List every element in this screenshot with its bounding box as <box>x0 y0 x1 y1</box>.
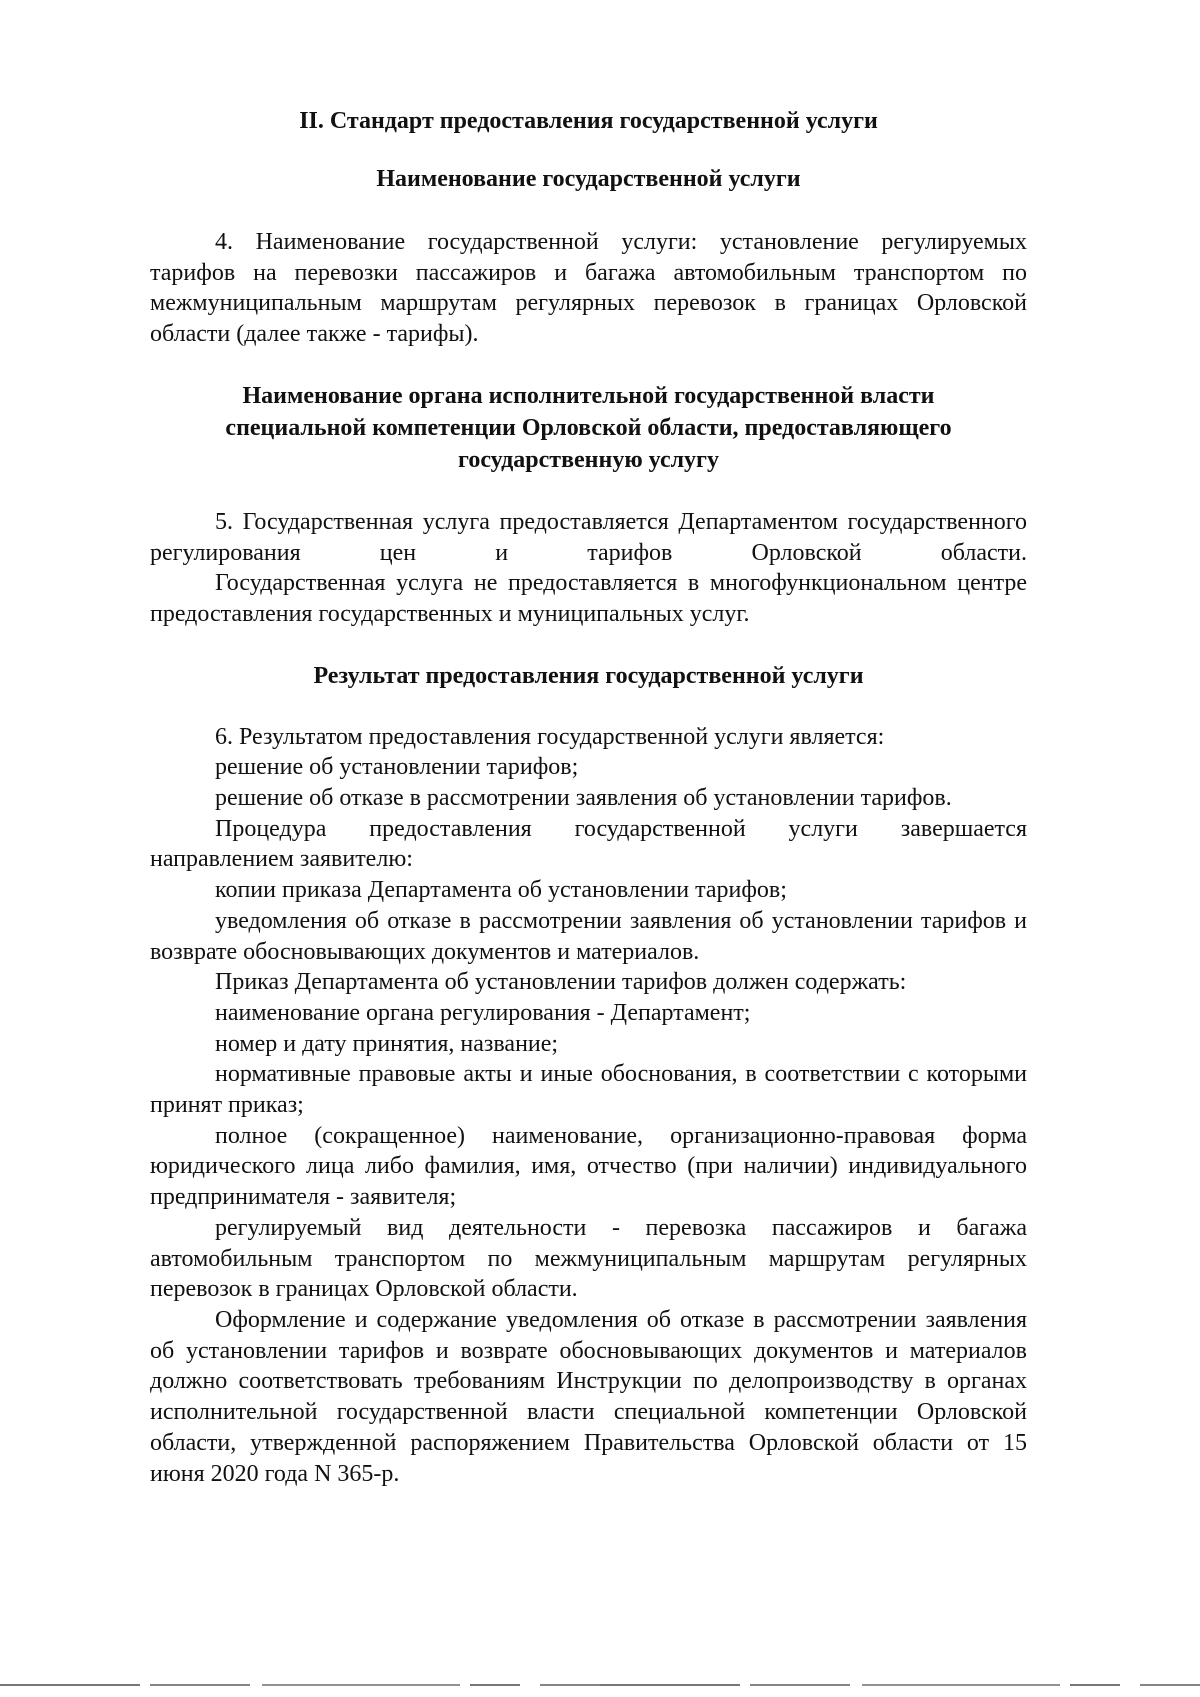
heading-result: Результат предоставления государственной услуги <box>313 662 864 689</box>
paragraph-6j: полное (сокращенное) наименование, организационно-правовая форма юридического лица либо фамилия, имя, отчество (при наличии) индивидуального предпринимателя - заявителя; <box>150 1122 1027 1211</box>
paragraph-6i: нормативные правовые акты и иные обоснования, в соответствии с которыми принят приказ; <box>150 1061 1027 1119</box>
paragraph-6c: Процедура предоставления государственной услуги завершается направлением заявителю: <box>150 815 1027 873</box>
paragraph-6l: Оформление и содержание уведомления об отказе в рассмотрении заявления об установлении тарифов и возврате обосновывающих документов и материалов должно соответствовать требованиям Инструкции по делопроизводству в органах исполнительной государственной власти специальной компетенции Орловской области, утвержденной распоряжением Правительства Орловской области от 15 июня 2020 года N 365-р. <box>150 1306 1027 1487</box>
paragraph-5: 5. Государственная услуга предоставляется Департаментом государственного регулирования цен и тарифов Орловской области. <box>150 508 1027 566</box>
paragraph-6f: Приказ Департамента об установлении тарифов должен содержать: <box>215 969 907 996</box>
scan-edge-line <box>0 1684 1200 1686</box>
heading-authority-name: Наименование органа исполнительной государственной власти специальной компетенции Орловской области, предоставляющего государственную услугу <box>225 382 952 473</box>
paragraph-6g: наименование органа регулирования - Департамент; <box>215 999 751 1026</box>
heading-service-name: Наименование государственной услуги <box>376 166 801 192</box>
document-page <box>150 100 1027 1489</box>
paragraph-6: 6. Результатом предоставления государственной услуги является: <box>215 723 885 750</box>
paragraph-6e: уведомления об отказе в рассмотрении заявления об установлении тарифов и возврате обосновывающих документов и материалов. <box>150 907 1027 965</box>
paragraph-4: 4. Наименование государственной услуги: установление регулируемых тарифов на перевозки пассажиров и багажа автомобильным транспортом по межмуниципальным маршрутам регулярных перевозок в границах Орловской области (далее также - тарифы). <box>150 229 1027 348</box>
paragraph-6d: копии приказа Департамента об установлении тарифов; <box>215 877 787 904</box>
paragraph-6b: решение об отказе в рассмотрении заявления об установлении тарифов. <box>215 785 952 812</box>
paragraph-5b: Государственная услуга не предоставляется в многофункциональном центре предоставления государственных и муниципальных услуг. <box>150 570 1027 627</box>
paragraph-6k: регулируемый вид деятельности - перевозка пассажиров и багажа автомобильным транспортом по межмуниципальным маршрутам регулярных перевозок в границах Орловской области. <box>150 1214 1027 1303</box>
paragraph-6a: решение об установлении тарифов; <box>215 754 579 781</box>
paragraph-6h: номер и дату принятия, название; <box>215 1030 559 1057</box>
section-title: II. Стандарт предоставления государственной услуги <box>299 108 878 134</box>
